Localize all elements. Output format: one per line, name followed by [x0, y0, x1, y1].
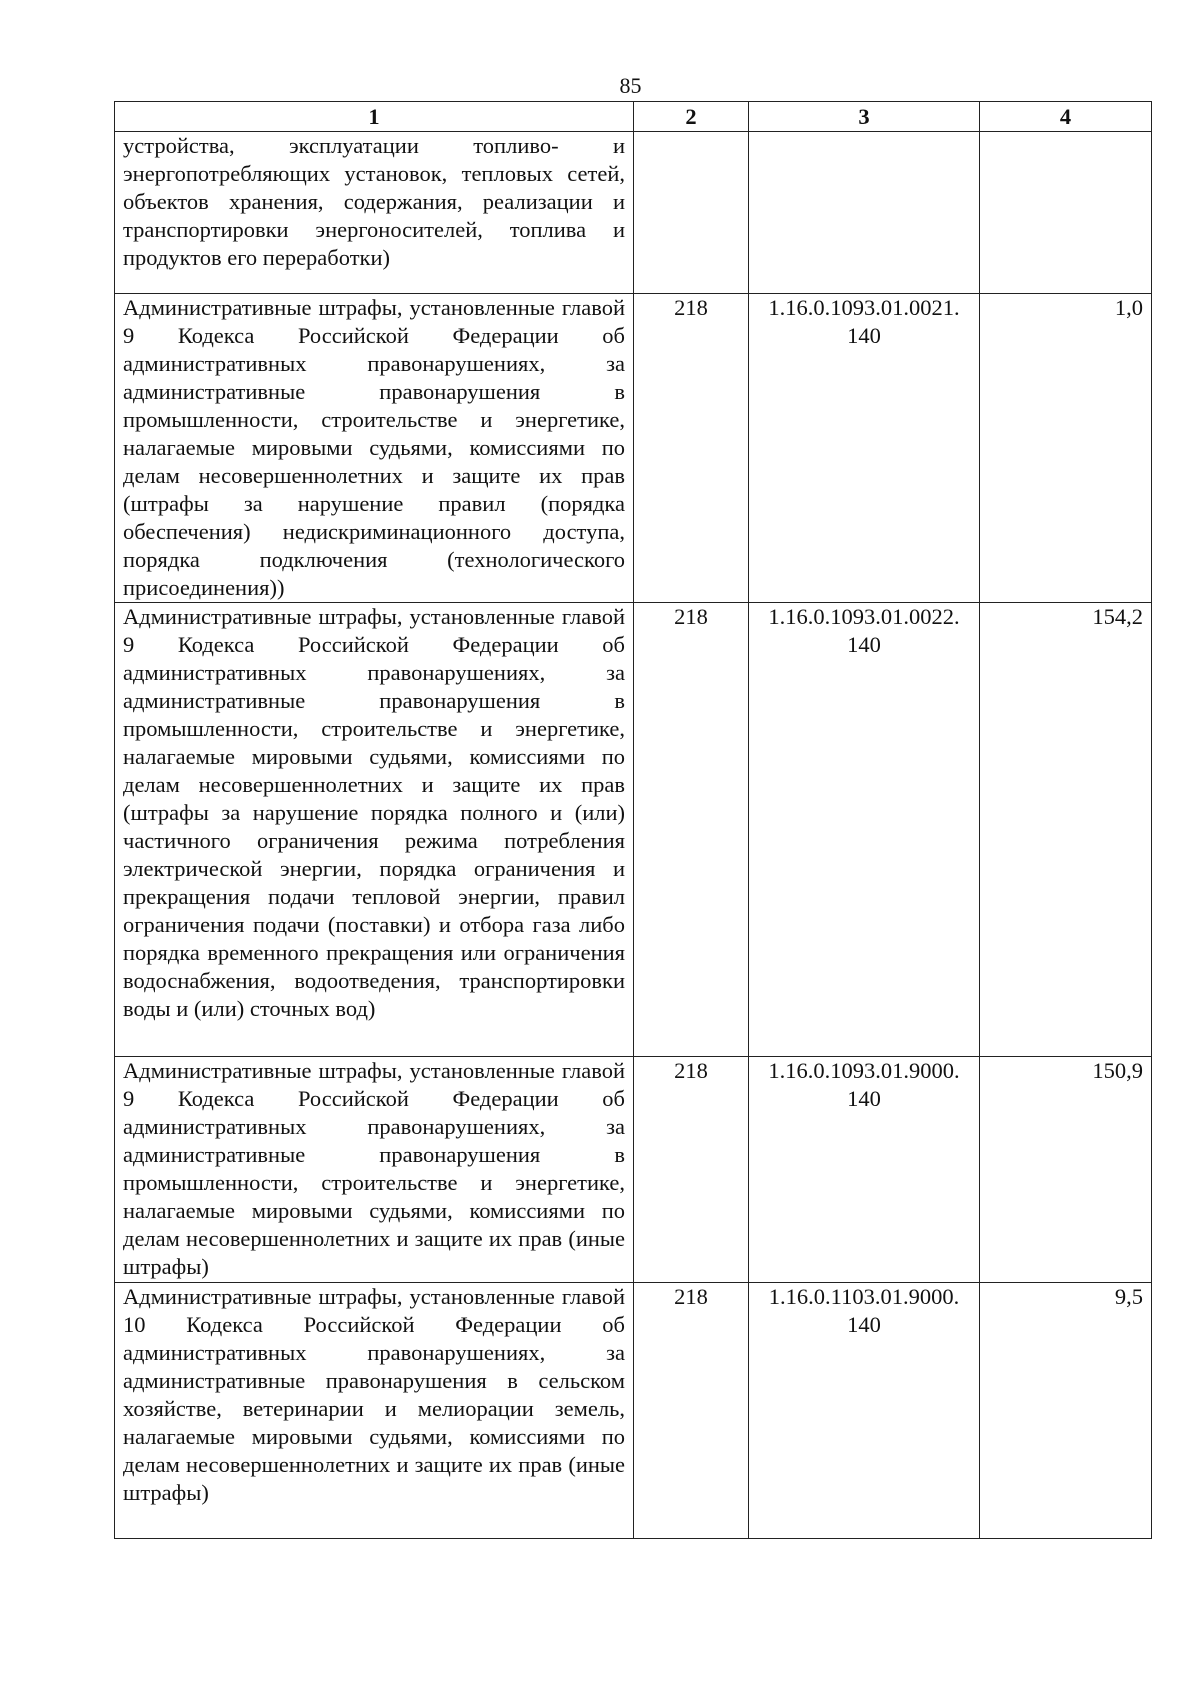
- row-description: Административные штрафы, установленные главой 9 Кодекса Российской Федерации об административных правонарушениях, за административные правонарушения в промышленности, строительстве и энергетике, налагаемые мировыми судьями, комиссиями по делам несовершеннолетних и защите их прав (штрафы за нарушение порядка полного и (или) частичного ограничения режима потребления электрической энергии, порядка ограничения и прекращения подачи тепловой энергии, правил ограничения подачи (поставки) и отбора газа либо порядка временного прекращения или ограничения водоснабжения, водоотведения, транспортировки воды и (или) сточных вод): [115, 603, 634, 1057]
- column-header-2: 2: [634, 102, 749, 132]
- revenue-table: [114, 101, 1152, 1539]
- row-description: Административные штрафы, установленные главой 9 Кодекса Российской Федерации об административных правонарушениях, за административные правонарушения в промышленности, строительстве и энергетике, налагаемые мировыми судьями, комиссиями по делам несовершеннолетних и защите их прав (иные штрафы): [115, 1057, 634, 1283]
- row-chapter-code: [634, 132, 749, 294]
- row-amount: 154,2: [980, 603, 1152, 1057]
- row-description: Административные штрафы, установленные главой 9 Кодекса Российской Федерации об административных правонарушениях, за административные правонарушения в промышленности, строительстве и энергетике, налагаемые мировыми судьями, комиссиями по делам несовершеннолетних и защите их прав (штрафы за нарушение правил (порядка обеспечения) недискриминационного доступа, порядка подключения (технологического присоединения)): [115, 294, 634, 603]
- table-row: [115, 1057, 1152, 1283]
- table-row: [115, 1283, 1152, 1539]
- row-amount: 150,9: [980, 1057, 1152, 1283]
- row-description: Административные штрафы, установленные главой 10 Кодекса Российской Федерации об административных правонарушениях, за административные правонарушения в сельском хозяйстве, ветеринарии и мелиорации земель, налагаемые мировыми судьями, комиссиями по делам несовершеннолетних и защите их прав (иные штрафы): [115, 1283, 634, 1539]
- row-budget-code: [749, 132, 980, 294]
- row-chapter-code: 218: [634, 603, 749, 1057]
- row-amount: 9,5: [980, 1283, 1152, 1539]
- row-chapter-code: 218: [634, 294, 749, 603]
- row-budget-code: 1.16.0.1093.01.0022. 140: [749, 603, 980, 1057]
- row-chapter-code: 218: [634, 1283, 749, 1539]
- row-budget-code: 1.16.0.1093.01.0021. 140: [749, 294, 980, 603]
- row-description: устройства, эксплуатации топливо- и энергопотребляющих установок, тепловых сетей, объектов хранения, содержания, реализации и транспортировки энергоносителей, топлива и продуктов его переработки): [115, 132, 634, 294]
- row-budget-code: 1.16.0.1093.01.9000. 140: [749, 1057, 980, 1283]
- table-header-row: [115, 102, 1152, 132]
- table-row: [115, 132, 1152, 294]
- table-row: [115, 294, 1152, 603]
- row-budget-code: 1.16.0.1103.01.9000. 140: [749, 1283, 980, 1539]
- table-row: [115, 603, 1152, 1057]
- column-header-1: 1: [115, 102, 634, 132]
- column-header-4: 4: [980, 102, 1152, 132]
- column-header-3: 3: [749, 102, 980, 132]
- page-number: 85: [619, 73, 642, 98]
- row-amount: 1,0: [980, 294, 1152, 603]
- row-amount: [980, 132, 1152, 294]
- row-chapter-code: 218: [634, 1057, 749, 1283]
